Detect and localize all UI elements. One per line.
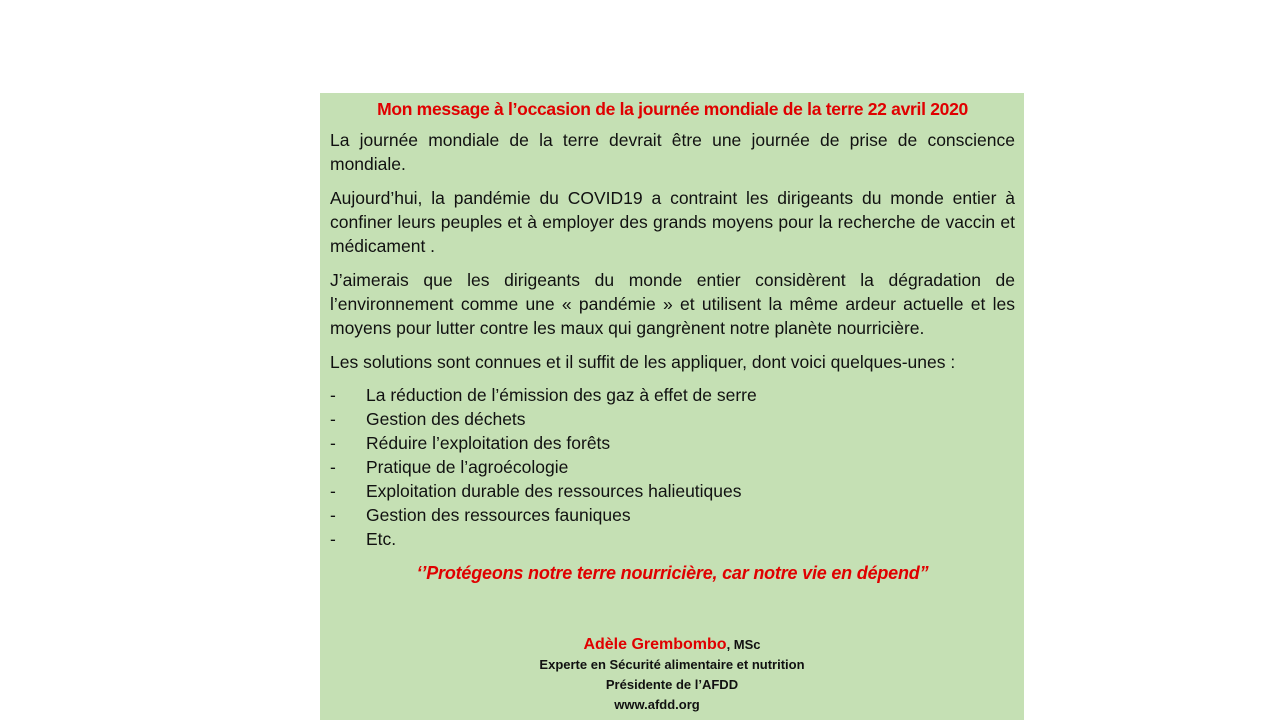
list-dash: -	[330, 529, 336, 549]
signature-suffix: , MSc	[726, 637, 761, 652]
solutions-list	[330, 383, 1015, 551]
paragraph-environment: J’aimerais que les dirigeants du monde entier considèrent la dégradation de l’environnement comme une « pandémie » et utilisent la même ardeur actuelle et les moyens pour lutter contre les maux qui gangrènent notre planète nourricière.	[330, 270, 1015, 338]
list-item	[330, 503, 1015, 527]
list-dash: -	[330, 433, 336, 453]
list-dash: -	[330, 505, 336, 525]
list-item	[330, 479, 1015, 503]
message-title: Mon message à l’occasion de la journée mondiale de la terre 22 avril 2020	[377, 99, 968, 119]
signature-position: Présidente de l’AFDD	[605, 677, 739, 692]
list-item-text: Gestion des ressources fauniques	[366, 505, 631, 525]
paragraph-covid: Aujourd’hui, la pandémie du COVID19 a contraint les dirigeants du monde entier à confiner leurs peuples et à employer des grands moyens pour la recherche de vaccin et médicament .	[330, 188, 1015, 256]
list-dash: -	[330, 409, 336, 429]
signature-role: Experte en Sécurité alimentaire et nutrition	[539, 657, 805, 672]
list-item	[330, 527, 1015, 551]
list-item	[330, 455, 1015, 479]
list-dash: -	[330, 481, 336, 501]
signature-website-line	[320, 695, 1024, 715]
signature-block	[320, 635, 1024, 715]
list-item	[330, 407, 1015, 431]
signature-name-line	[320, 635, 1024, 655]
message-panel	[320, 93, 1024, 720]
paragraph-solutions-intro: Les solutions sont connues et il suffit de les appliquer, dont voici quelques-unes :	[330, 352, 956, 372]
paragraph-intro: La journée mondiale de la terre devrait être une journée de prise de conscience mondiale.	[330, 130, 1015, 174]
signature-website: www.afdd.org	[614, 697, 700, 712]
list-item-text: Pratique de l’agroécologie	[366, 457, 569, 477]
list-item-text: Réduire l’exploitation des forêts	[366, 433, 611, 453]
list-item	[330, 383, 1015, 407]
signature-name: Adèle Grembombo	[583, 636, 727, 653]
list-dash: -	[330, 385, 336, 405]
list-item-text: Etc.	[366, 529, 397, 549]
list-dash: -	[330, 457, 336, 477]
closing-quote: ‘’Protégeons notre terre nourricière, car notre vie en dépend”	[416, 563, 929, 583]
list-item-text: Exploitation durable des ressources halieutiques	[366, 481, 742, 501]
list-item-text: Gestion des déchets	[366, 409, 526, 429]
list-item	[330, 431, 1015, 455]
list-item-text: La réduction de l’émission des gaz à effet de serre	[366, 385, 757, 405]
